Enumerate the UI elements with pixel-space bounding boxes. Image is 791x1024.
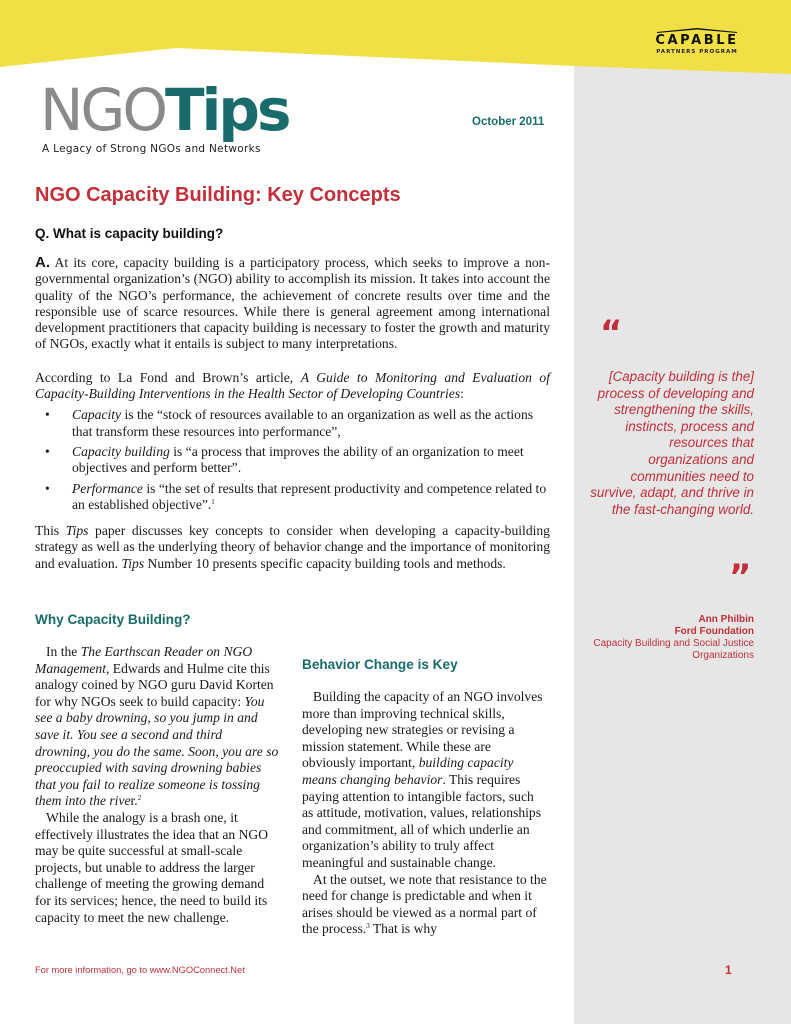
definition-text: is “a process that improves the ability of an organization to meet objectives and perform better”. — [72, 443, 524, 476]
article-intro — [35, 183, 550, 572]
why-analogy-quote: You see a baby drowning, so you jump in and save it. You see a second and third drowning, you do the same. Soon, you are so preoccupied with saving drowning babies that you fail to realize someone is tossing them into the rive — [35, 693, 279, 809]
definition-item-capacity-building — [35, 444, 550, 477]
column-left — [35, 612, 280, 926]
open-quote-icon: “ — [600, 313, 623, 353]
definition-term: Capacity — [72, 407, 122, 423]
why-paragraph-1 — [35, 644, 280, 810]
behavior-text: Building the capacity of an NGO involves more than improving technical skills, developing new strategies or revising a mission statement. While these are obviously important, — [302, 689, 543, 771]
definition-term: Capacity building — [72, 443, 170, 459]
bullet-icon: • — [45, 407, 50, 423]
masthead-ngo: NGO — [40, 76, 165, 144]
according-intro: According to La Fond and Brown’s article, — [35, 369, 301, 385]
page-title: NGO Capacity Building: Key Concepts — [35, 184, 401, 206]
bullet-icon: • — [45, 480, 50, 496]
behavior-text: . This requires paying attention to intangible factors, such as attitude, motivation, values, relationships and commitment, all of which underlie an organization’s ability to truly affect meaningful and sustainable change. — [302, 771, 541, 870]
behavior-text: At the outset, we note that resistance to the need for change is predictable and when it arises should be viewed as a normal part of the process. — [302, 871, 547, 937]
question-heading: Q. What is capacity building? — [35, 226, 224, 241]
according-paragraph — [35, 370, 550, 403]
why-text: , Edwards and Hulme cite this analogy coined by NGO guru David Korten for why NGOs seek to build capacity: — [35, 660, 274, 709]
masthead-tagline: A Legacy of Strong NGOs and Networks — [42, 143, 261, 155]
masthead-title — [40, 78, 288, 142]
behavior-paragraph-2 — [302, 872, 547, 938]
tips-paragraph — [35, 523, 550, 572]
answer-paragraph — [35, 255, 550, 353]
attribution-org: Ford Foundation — [674, 626, 754, 637]
behavior-text: That is why — [369, 921, 438, 937]
capable-wordmark: CAPABLE — [655, 33, 739, 48]
answer-lead: A. — [35, 254, 50, 271]
capable-subtitle: PARTNERS PROGRAM — [656, 49, 738, 55]
pull-quote: [Capacity building is the] process of developing and strengthening the skills, instincts, process and resources that organizations and communities need to survive, adapt, and thrive in the fast-changing world. — [590, 369, 754, 517]
definition-term: Performance — [72, 480, 143, 496]
capable-partners-logo — [637, 27, 757, 56]
according-end: : — [460, 386, 464, 402]
definition-text: is the “stock of resources available to an organization as well as the actions that transform these resources into performance”, — [72, 407, 534, 439]
why-book-title: The Earthscan Reader on NGO Management — [35, 644, 253, 676]
definitions-list — [35, 407, 550, 513]
answer-text: At its core, capacity building is a participatory process, which seeks to improve a non-governmental organization’s (NGO) ability to accomplish its mission. It takes into account the quality of the NGO’s performance, the achievement of concrete results over time and the responsible use of scarce resources. While there is general agreement among international development practitioners that capacity building is necessary to foster the growth and maturity of NGOs, exactly what it entails is subject to many interpretations. — [35, 255, 550, 352]
definition-item-performance — [35, 481, 550, 514]
tips-text: This — [35, 523, 66, 539]
masthead — [40, 78, 288, 155]
masthead-tips: Tips — [164, 76, 289, 144]
issue-date: October 2011 — [472, 116, 545, 128]
section-heading-behavior: Behavior Change is Key — [302, 657, 458, 672]
attribution-name: Ann Philbin — [698, 614, 754, 625]
definition-text: is “the set of results that represent productivity and competence related to an established objective”. — [72, 480, 547, 512]
footnote-ref-1[interactable]: 1 — [211, 497, 215, 506]
section-heading-why: Why Capacity Building? — [35, 612, 191, 627]
behavior-emphasis: building capacity means changing behavior — [302, 755, 514, 787]
definition-item-capacity — [35, 407, 550, 440]
tips-italic: Tips — [121, 555, 145, 571]
behavior-paragraph-1 — [302, 689, 547, 872]
footer-ngoconnect-link[interactable]: For more information, go to www.NGOConnect.Net — [35, 965, 245, 975]
footnote-ref-3[interactable]: 3 — [366, 922, 370, 931]
column-right — [302, 657, 547, 938]
close-quote-icon: ” — [729, 557, 752, 597]
why-text: r. — [130, 793, 138, 809]
page-number: 1 — [725, 963, 732, 977]
tips-text: paper discusses key concepts to consider when developing a capacity-building strategy as well as the underlying theory of behavior change and the importance of monitoring and evaluation. — [35, 523, 550, 571]
why-paragraph-2: While the analogy is a brash one, it effectively illustrates the idea that an NGO may be quite successful at small-scale projects, but unable to address the larger challenge of meeting the growing demand for its services; hence, the need to build its capacity to meet the new challenge. — [35, 809, 269, 925]
tips-text: Number 10 presents specific capacity building tools and methods. — [144, 555, 506, 571]
according-source-title: A Guide to Monitoring and Evaluation of Capacity-Building Interventions in the Health Sector of Developing Countries — [35, 369, 550, 402]
attribution-work: Capacity Building and Social Justice Organizations — [593, 638, 754, 661]
bullet-icon: • — [45, 443, 50, 459]
why-text: In the — [46, 644, 81, 659]
tips-italic: Tips — [65, 523, 89, 539]
quote-attribution — [590, 614, 754, 662]
footnote-ref-2[interactable]: 2 — [137, 794, 142, 803]
